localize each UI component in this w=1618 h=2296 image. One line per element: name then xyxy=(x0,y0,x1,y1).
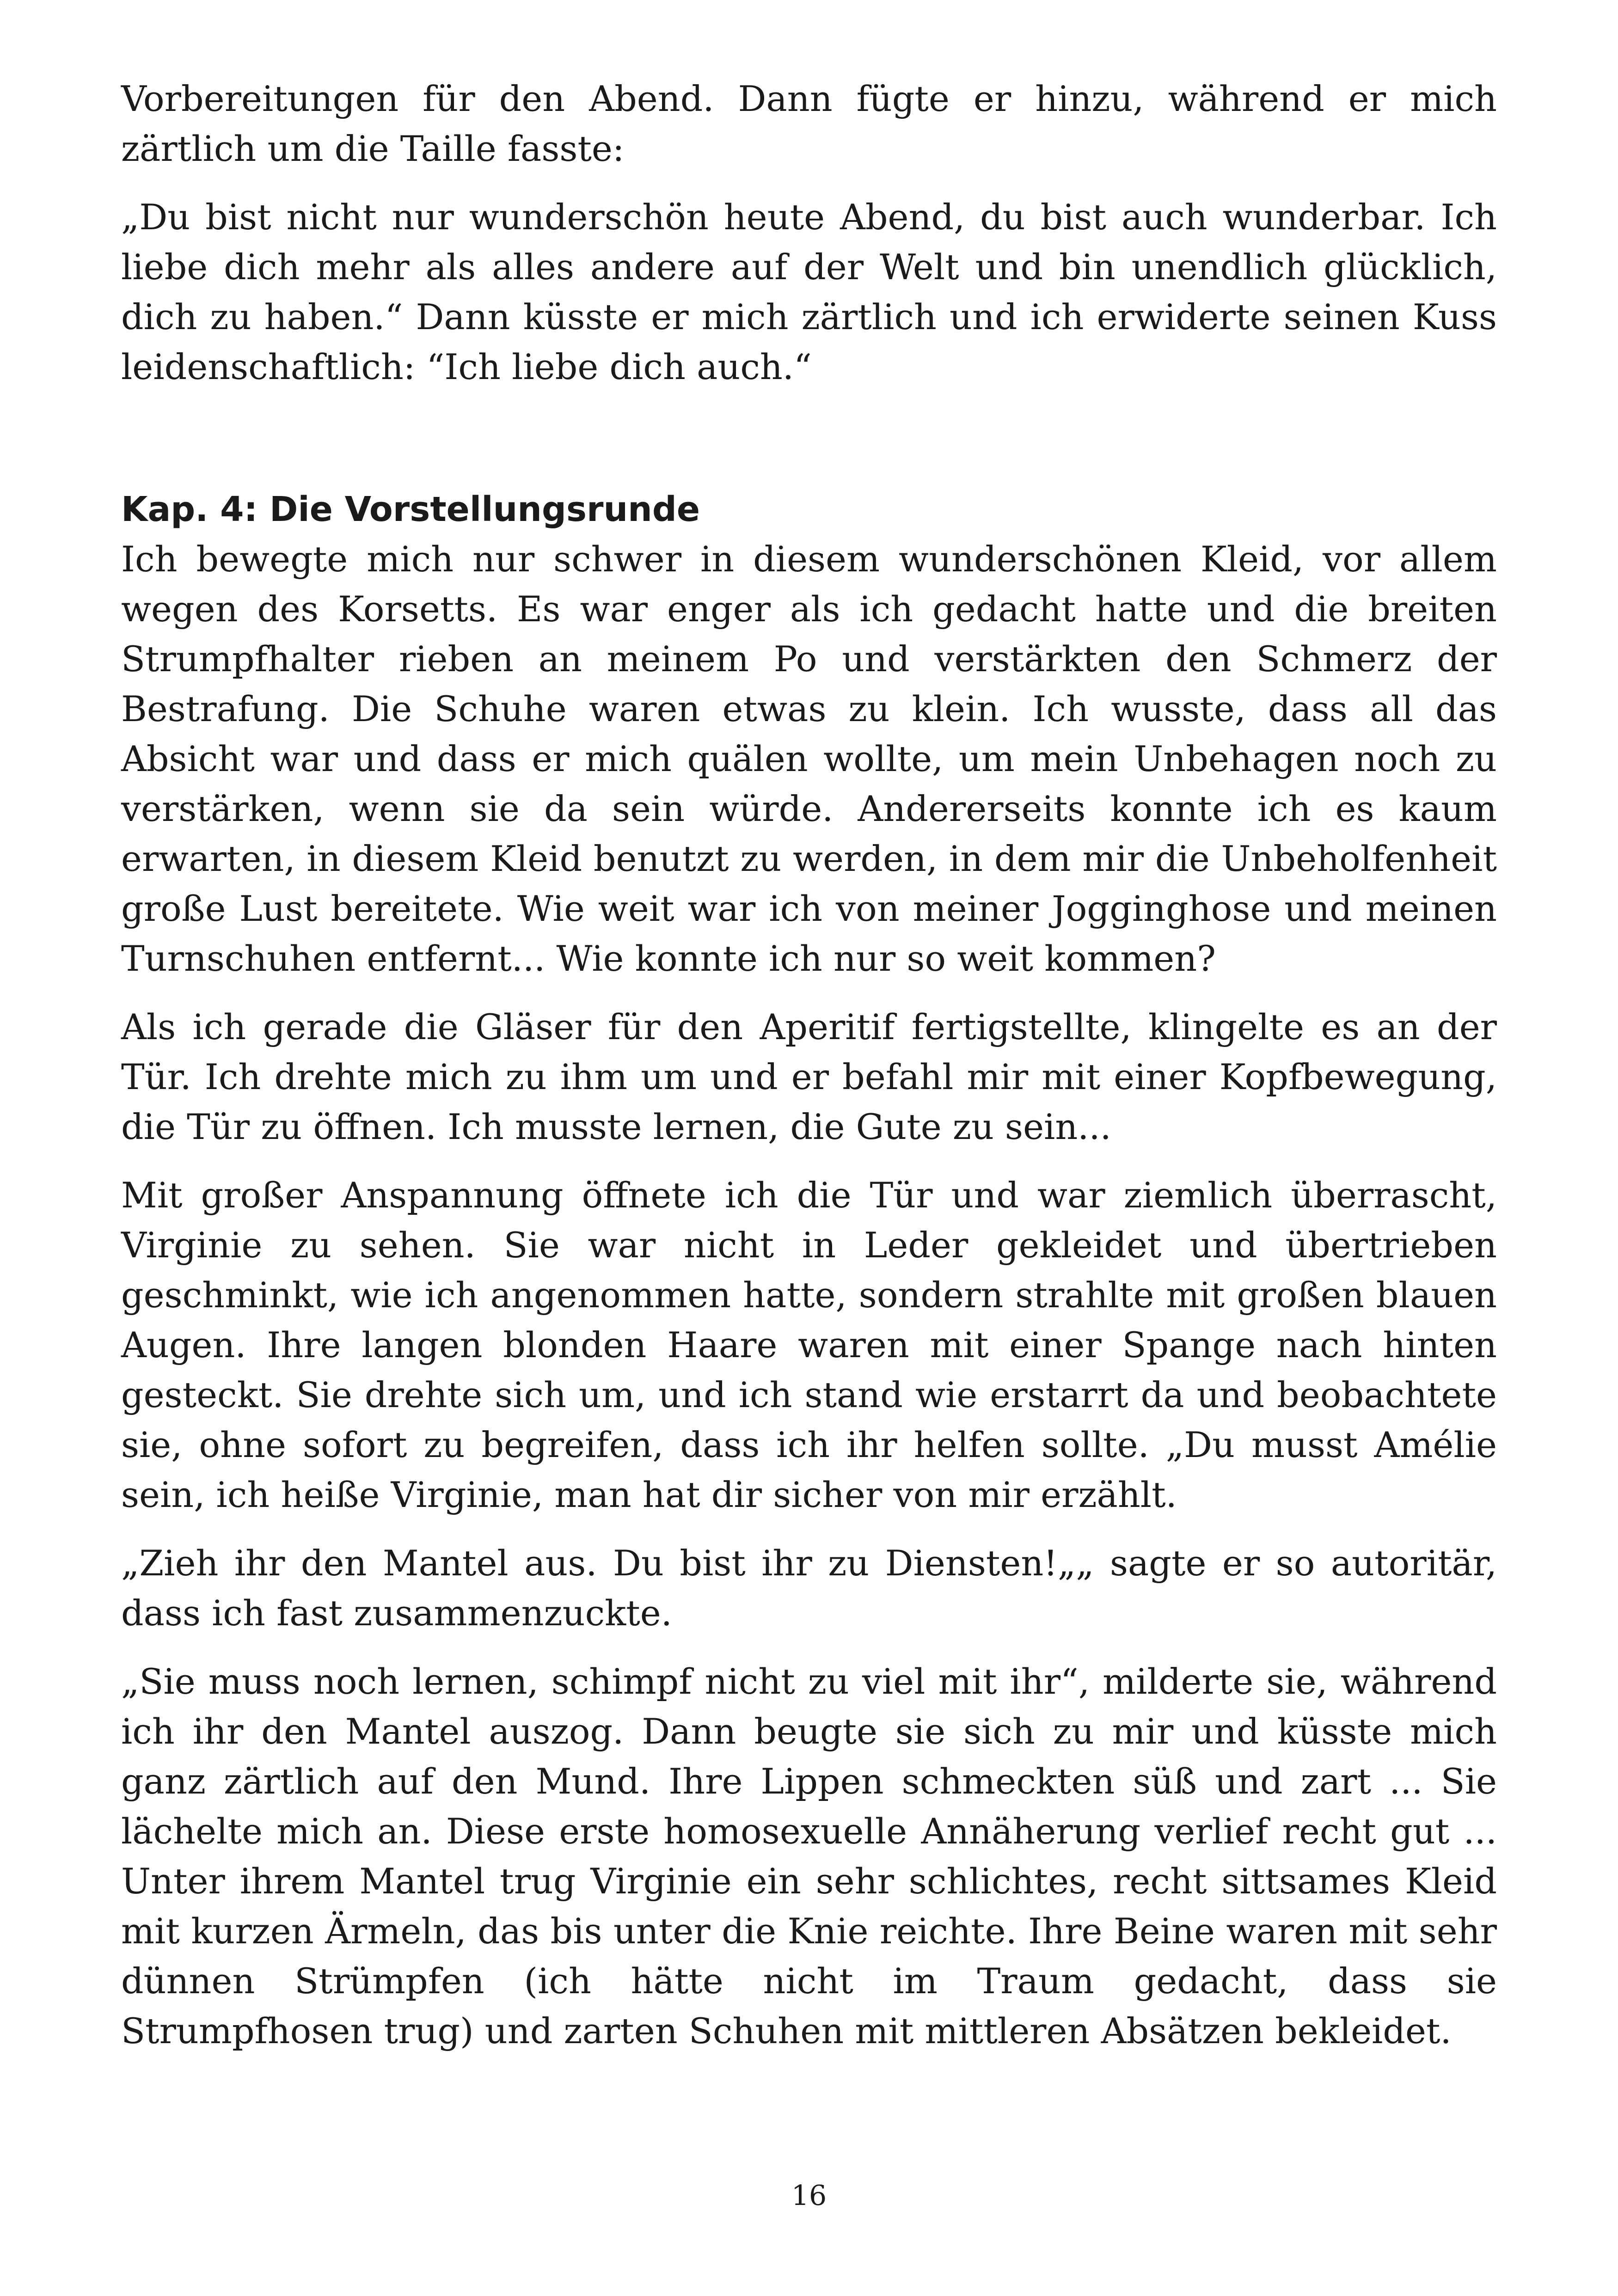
paragraph-intro-1: Vorbereitungen für den Abend. Dann fügte er hinzu, während er mich zärtlich um die Taille fasste: xyxy=(121,78,1497,169)
paragraph-chapter-5: „Sie muss noch lernen, schimpf nicht zu viel mit ihr“, milderte sie, während ich ihr den Mantel auszog. Dann beugte sie sich zu mir und küsste mich ganz zärtlich auf den Mund. Ihre Lippen schmeckten süß und zart ... Sie lächelte mich an. Diese erste homosexuelle Annäherung verlief recht gut ... Unter ihrem Mantel trug Virginie ein sehr schlichtes, recht sittsames Kleid mit kurzen Ärmeln, das bis unter die Knie reichte. Ihre Beine waren mit sehr dünnen Strümpfen (ich hätte nicht im Traum gedacht, dass sie Strumpfhosen trug) und zarten Schuhen mit mittleren Absätzen bekleidet. xyxy=(121,1661,1497,2051)
page-body xyxy=(121,74,1497,2075)
paragraph-chapter-4: „Zieh ihr den Mantel aus. Du bist ihr zu Diensten!„„ sagte er so autoritär, dass ich fast zusammenzuckte. xyxy=(121,1543,1497,1634)
paragraph-chapter-1: Ich bewegte mich nur schwer in diesem wunderschönen Kleid, vor allem wegen des Korsetts. Es war enger als ich gedacht hatte und die breiten Strumpfhalter rieben an meinem Po und verstärkten den Schmerz der Bestrafung. Die Schuhe waren etwas zu klein. Ich wusste, dass all das Absicht war und dass er mich quälen wollte, um mein Unbehagen noch zu verstärken, wenn sie da sein würde. Andererseits konnte ich es kaum erwarten, in diesem Kleid benutzt zu werden, in dem mir die Unbeholfenheit große Lust bereitete. Wie weit war ich von meiner Jogginghose und meinen Turnschuhen entfernt... Wie konnte ich nur so weit kommen? xyxy=(121,539,1497,979)
page-number: 16 xyxy=(791,2180,827,2212)
paragraph-chapter-3: Mit großer Anspannung öffnete ich die Tür und war ziemlich überrascht, Virginie zu sehen. Sie war nicht in Leder gekleidet und übertrieben geschminkt, wie ich angenommen hatte, sondern strahlte mit großen blauen Augen. Ihre langen blonden Haare waren mit einer Spange nach hinten gesteckt. Sie drehte sich um, und ich stand wie erstarrt da und beobachtete sie, ohne sofort zu begreifen, dass ich ihr helfen sollte. „Du musst Amélie sein, ich heiße Virginie, man hat dir sicher von mir erzählt. xyxy=(121,1175,1497,1515)
chapter-heading: Kap. 4: Die Vorstellungsrunde xyxy=(121,490,700,529)
section-spacer xyxy=(121,410,1497,484)
paragraph-chapter-2: Als ich gerade die Gläser für den Aperitif fertigstellte, klingelte es an der Tür. Ich drehte mich zu ihm um und er befahl mir mit einer Kopfbewegung, die Tür zu öffnen. Ich musste lernen, die Gute zu sein... xyxy=(121,1006,1497,1147)
paragraph-intro-2: „Du bist nicht nur wunderschön heute Abend, du bist auch wunderbar. Ich liebe dich mehr als alles andere auf der Welt und bin unendlich glücklich, dich zu haben.“ Dann küsste er mich zärtlich und ich erwiderte seinen Kuss leidenschaftlich: “Ich liebe dich auch.“ xyxy=(121,196,1497,387)
